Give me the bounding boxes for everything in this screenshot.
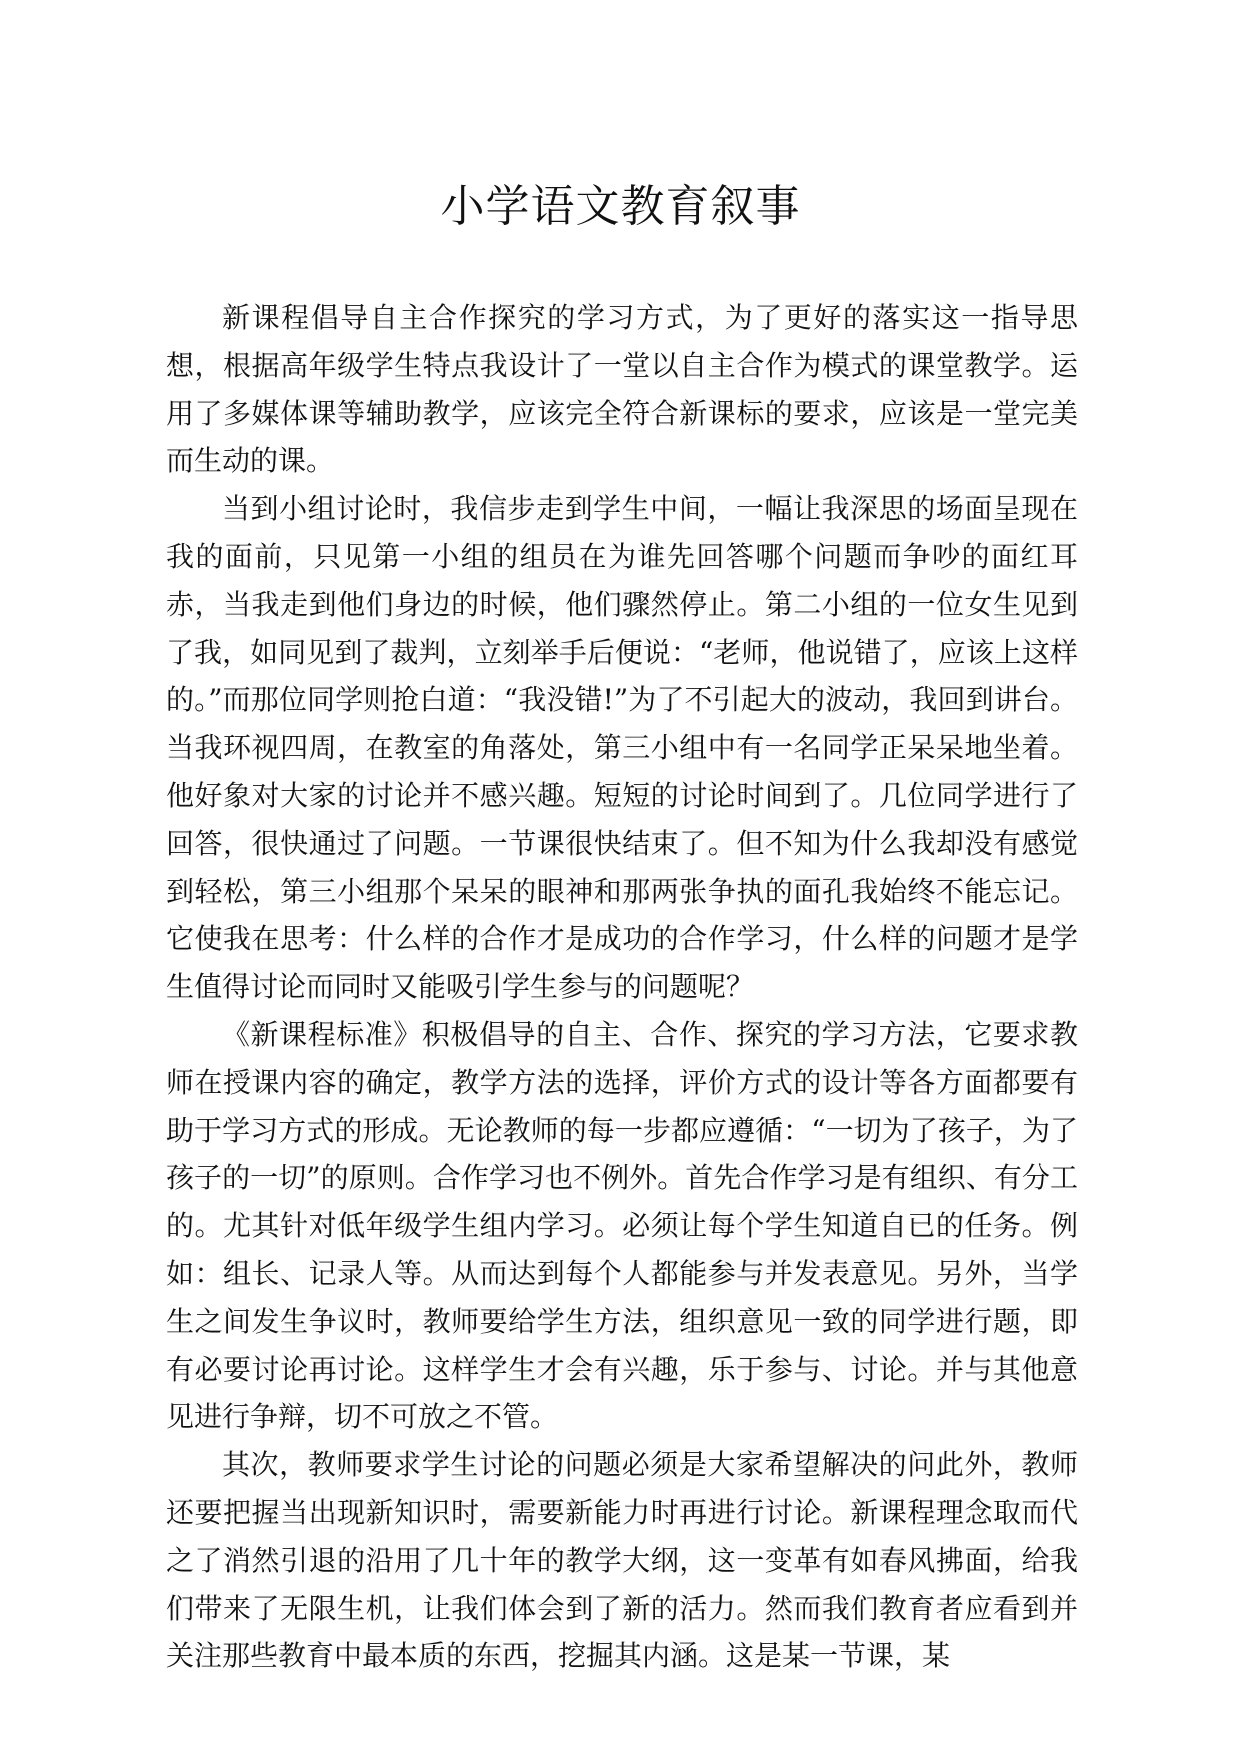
document-title: 小学语文教育叙事 bbox=[440, 181, 801, 232]
document-body bbox=[166, 294, 1078, 1680]
paragraph-3: 《新课程标准》积极倡导的自主、合作、探究的学习方法，它要求教师在授课内容的确定，教学方法的选择，评价方式的设计等各方面都要有助于学习方式的形成。无论教师的每一步都应遵循：“一切为了孩子，为了孩子的一切”的原则。合作学习也不例外。首先合作学习是有组织、有分工的。尤其针对低年级学生组内学习。必须让每个学生知道自已的任务。例如：组长、记录人等。从而达到每个人都能参与并发表意见。另外，当学生之间发生争议时，教师要给学生方法，组织意见一致的同学进行题，即有必要讨论再讨论。这样学生才会有兴趣，乐于参与、讨论。并与其他意见进行争辩，切不可放之不管。 bbox=[166, 1017, 1078, 1434]
paragraph-1: 新课程倡导自主合作探究的学习方式，为了更好的落实这一指导思想，根据高年级学生特点我设计了一堂以自主合作为模式的课堂教学。运用了多媒体课等辅助教学，应该完全符合新课标的要求，应该是一堂完美而生动的课。 bbox=[166, 301, 1078, 478]
paragraph-2: 当到小组讨论时，我信步走到学生中间，一幅让我深思的场面呈现在我的面前，只见第一小组的组员在为谁先回答哪个问题而争吵的面红耳赤，当我走到他们身边的时候，他们骤然停止。第二小组的一位女生见到了我，如同见到了裁判，立刻举手后便说：“老师，他说错了，应该上这样的。”而那位同学则抢白道：“我没错!”为了不引起大的波动，我回到讲台。当我环视四周，在教室的角落处，第三小组中有一名同学正呆呆地坐着。他好象对大家的讨论并不感兴趣。短短的讨论时间到了。几位同学进行了回答，很快通过了问题。一节课很快结束了。但不知为什么我却没有感觉到轻松，第三小组那个呆呆的眼神和那两张争执的面孔我始终不能忘记。它使我在思考：什么样的合作才是成功的合作学习，什么样的问题才是学生值得讨论而同时又能吸引学生参与的问题呢？ bbox=[166, 492, 1078, 1004]
paragraph-4: 其次，教师要求学生讨论的问题必须是大家希望解决的问此外，教师还要把握当出现新知识时，需要新能力时再进行讨论。新课程理念取而代之了消然引退的沿用了几十年的教学大纲，这一变革有如春风拂面，给我们带来了无限生机，让我们体会到了新的活力。然而我们教育者应看到并关注那些教育中最本质的东西，挖掘其内涵。这是某一节课，某 bbox=[166, 1448, 1078, 1673]
